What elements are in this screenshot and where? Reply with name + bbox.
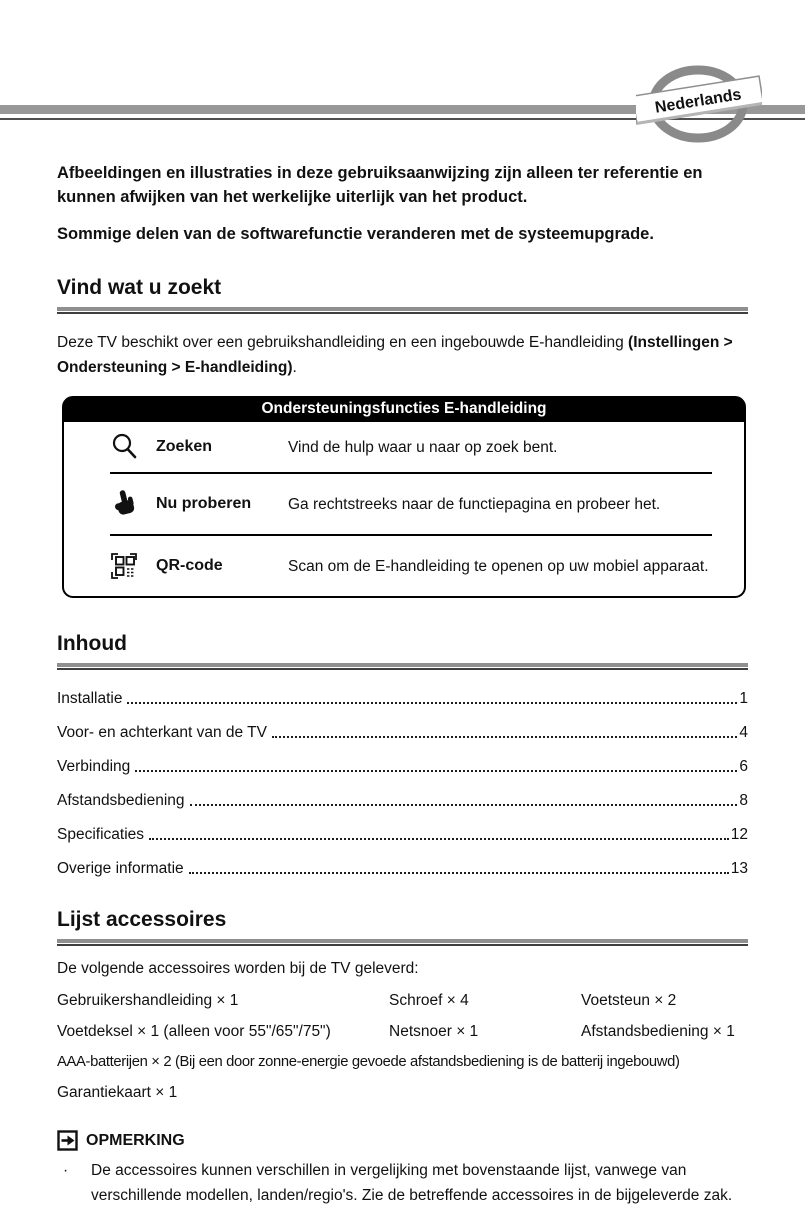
toc-page-number: 8 (739, 792, 748, 809)
language-badge-label: Nederlands (653, 86, 743, 117)
note-arrow-icon (57, 1130, 78, 1151)
intro-paragraph-2: Sommige delen van de softwarefunctie veranderen met de systeemupgrade. (57, 225, 654, 243)
support-functions-table (62, 396, 746, 598)
table-row-label: QR-code (156, 557, 223, 574)
find-lead-bold: (Instellingen > Ondersteuning > E-handleiding) (57, 334, 733, 376)
section-accessories (57, 908, 748, 1102)
toc-label: Overige informatie (57, 860, 184, 877)
toc-page-number: 13 (730, 860, 748, 877)
accessory-item: Voetsteun × 2 (581, 992, 677, 1009)
toc-item (57, 844, 748, 878)
note-body (57, 1158, 748, 1208)
accessory-item-batteries: AAA-batterijen × 2 (Bij een door zonne-energie gevoede afstandsbediening is de batterij ingebouwd) (57, 1054, 680, 1070)
toc-page-number: 6 (739, 758, 748, 775)
toc-page-number: 1 (739, 690, 748, 707)
section-rule-dark (57, 944, 748, 946)
toc-dot-leader (149, 838, 729, 840)
section-rule (57, 307, 748, 311)
note-header (57, 1130, 748, 1151)
toc-item (57, 810, 748, 844)
toc-dot-leader (127, 702, 737, 704)
table-row-desc: Ga rechtstreeks naar de functiepagina en probeer het. (288, 495, 661, 513)
section-rule-dark (57, 668, 748, 670)
table-row-label: Zoeken (156, 438, 213, 455)
toc-item (57, 674, 748, 708)
accessories-grid (57, 992, 748, 1041)
toc-dot-leader (272, 736, 737, 738)
table-row-try-now (64, 474, 744, 534)
note-title: OPMERKING (86, 1131, 185, 1149)
section-title-contents: Inhoud (57, 632, 127, 655)
section-find (57, 276, 748, 598)
section-rule (57, 663, 748, 667)
globe-ribbon-icon (636, 58, 762, 152)
intro-paragraph-1: Afbeeldingen en illustraties in deze gebruiksaanwijzing zijn alleen ter referentie en kunnen afwijken van het werkelijke uiterlijk van het product. (57, 164, 703, 206)
language-badge (636, 58, 762, 152)
toc-page-number: 4 (739, 724, 748, 741)
toc-dot-leader (135, 770, 737, 772)
section-rule-dark (57, 312, 748, 314)
toc-dot-leader (189, 872, 729, 874)
toc-dot-leader (190, 804, 738, 806)
accessories-lead: De volgende accessoires worden bij de TV geleverd: (57, 960, 419, 977)
table-row-desc: Scan om de E-handleiding te openen op uw mobiel apparaat. (288, 557, 709, 575)
find-lead-regular: Deze TV beschikt over een gebruikshandleiding en een ingebouwde E-handleiding (57, 334, 624, 351)
section-contents (57, 632, 748, 878)
find-lead-tail: . (292, 359, 297, 376)
section-title-accessories: Lijst accessoires (57, 908, 227, 931)
table-row-search (64, 422, 744, 472)
toc-label: Specificaties (57, 826, 145, 843)
note-text: De accessoires kunnen verschillen in vergelijking met bovenstaande lijst, vanwege van verschillende modellen, landen/regio's. Zie de betreffende accessoires in de bijgeleverde zak. (91, 1162, 733, 1204)
table-of-contents (57, 674, 748, 878)
accessory-item: Voetdeksel × 1 (alleen voor 55"/65"/75") (57, 1023, 331, 1040)
note-block (57, 1130, 748, 1208)
toc-label: Installatie (57, 690, 123, 707)
find-lead (57, 330, 748, 380)
accessory-item: Netsnoer × 1 (389, 1023, 479, 1040)
search-icon (110, 432, 156, 462)
intro-block (57, 161, 748, 246)
toc-item (57, 776, 748, 810)
tap-icon (110, 488, 156, 520)
support-table-header: Ondersteuningsfuncties E-handleiding (64, 398, 744, 422)
toc-page-number: 12 (730, 826, 748, 843)
accessory-item: Schroef × 4 (389, 992, 469, 1009)
table-row-qr (64, 536, 744, 596)
toc-item (57, 708, 748, 742)
section-title-find: Vind wat u zoekt (57, 276, 222, 299)
toc-item (57, 742, 748, 776)
toc-label: Voor- en achterkant van de TV (57, 724, 267, 741)
table-row-label: Nu proberen (156, 495, 252, 512)
note-bullet: · (63, 1162, 69, 1179)
section-rule (57, 939, 748, 943)
toc-label: Afstandsbediening (57, 792, 185, 809)
accessory-item-warranty: Garantiekaart × 1 (57, 1084, 178, 1101)
qr-icon (110, 552, 156, 580)
accessory-item: Gebruikershandleiding × 1 (57, 992, 239, 1009)
toc-label: Verbinding (57, 758, 131, 775)
accessory-item: Afstandsbediening × 1 (581, 1023, 735, 1040)
table-row-desc: Vind de hulp waar u naar op zoek bent. (288, 438, 558, 456)
page-content (57, 148, 748, 1208)
